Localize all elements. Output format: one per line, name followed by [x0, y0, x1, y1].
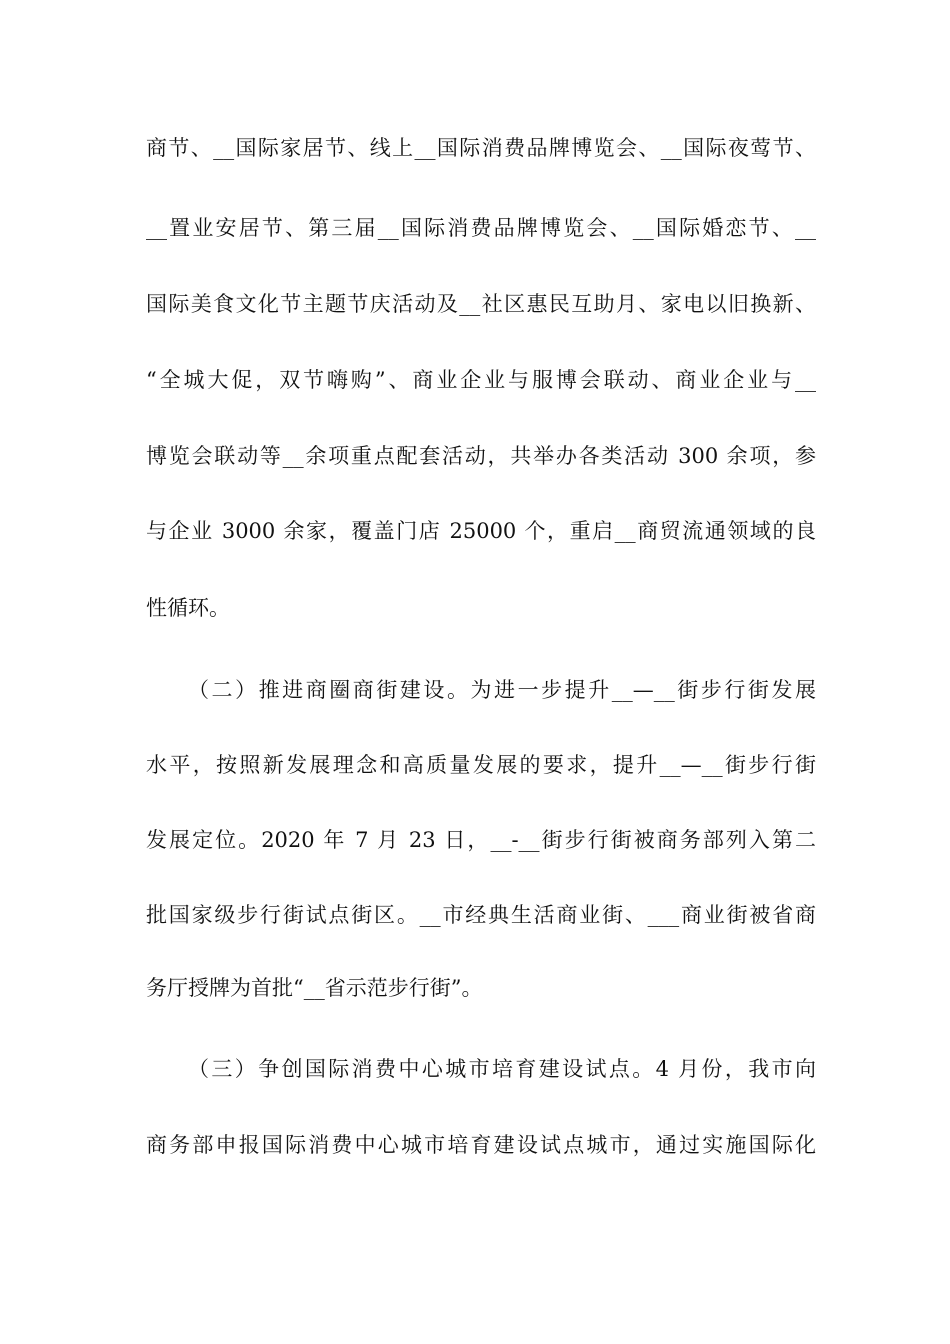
section-heading-line: （二）推进商圈商街建设。为进一步提升__—__街步行街发展 — [188, 678, 816, 702]
paragraph-line: 务厅授牌为首批“__省示范步行街”。 — [146, 976, 483, 1000]
paragraph-line: 水平，按照新发展理念和高质量发展的要求，提升__—__街步行街 — [146, 753, 816, 777]
paragraph-line: 商节、__国际家居节、线上__国际消费品牌博览会、__国际夜莺节、 — [146, 136, 816, 160]
paragraph-line: “全城大促，双节嗨购”、商业企业与服博会联动、商业企业与__ — [146, 368, 816, 392]
paragraph-line: 商务部申报国际消费中心城市培育建设试点城市，通过实施国际化 — [146, 1133, 816, 1157]
paragraph-line: 博览会联动等__余项重点配套活动，共举办各类活动 300 余项，参 — [146, 444, 816, 468]
paragraph-line: 国际美食文化节主题节庆活动及__社区惠民互助月、家电以旧换新、 — [146, 292, 816, 316]
section-heading-line: （三）争创国际消费中心城市培育建设试点。4 月份，我市向 — [188, 1057, 816, 1081]
paragraph-line: 发展定位。2020 年 7 月 23 日，__-__街步行街被商务部列入第二 — [146, 828, 816, 852]
paragraph-line: 性循环。 — [146, 596, 230, 620]
paragraph-line: __置业安居节、第三届__国际消费品牌博览会、__国际婚恋节、__ — [146, 216, 816, 240]
paragraph-line: 与企业 3000 余家，覆盖门店 25000 个，重启__商贸流通领域的良 — [146, 519, 816, 543]
paragraph-line: 批国家级步行街试点街区。__市经典生活商业街、___商业街被省商 — [146, 903, 816, 927]
